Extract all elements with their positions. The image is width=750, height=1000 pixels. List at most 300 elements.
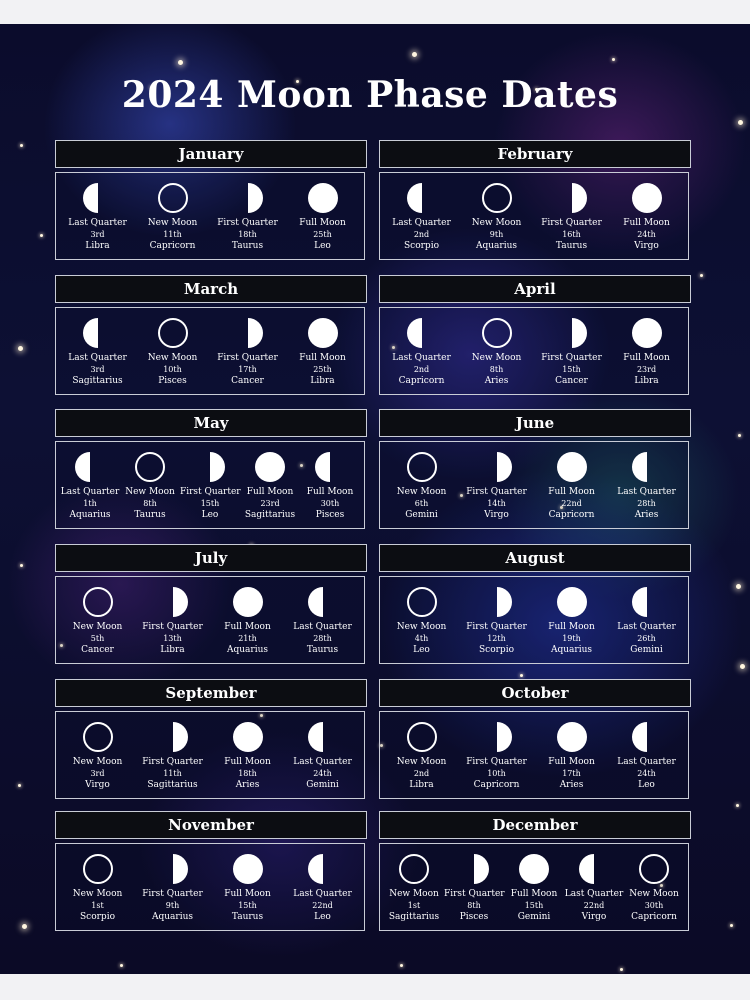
phase-date: 11th [163, 769, 182, 778]
phase-date: 8th [467, 901, 481, 910]
star [400, 964, 403, 967]
phase-date: 13th [163, 634, 182, 643]
zodiac-sign: Aquarius [475, 241, 518, 251]
phase-entry [61, 308, 135, 387]
zodiac-sign: Leo [314, 241, 331, 251]
zodiac-sign: Scorpio [80, 912, 115, 922]
phase-entry [444, 844, 504, 923]
zodiac-sign: Leo [201, 510, 219, 520]
phase-label: First Quarter [180, 487, 241, 497]
phase-date: 10th [487, 769, 506, 778]
zodiac-sign: Scorpio [404, 241, 439, 251]
month-panel-march [55, 275, 367, 397]
phase-date: 3rd [90, 769, 105, 778]
phase-label: Last Quarter [392, 353, 451, 363]
phase-date: 24th [637, 769, 656, 778]
full-moon-icon [632, 318, 662, 348]
phase-date: 12th [487, 634, 506, 643]
last-moon-icon [308, 722, 338, 752]
phase-entry [535, 712, 609, 791]
phase-entry [564, 844, 624, 923]
phase-entry [460, 712, 534, 791]
phase-date: 11th [163, 230, 182, 239]
month-header: December [379, 811, 691, 839]
last-moon-icon [632, 722, 662, 752]
phase-label: Full Moon [224, 889, 271, 899]
new-moon-icon [482, 183, 512, 213]
zodiac-sign: Capricorn [398, 376, 445, 386]
phase-date: 30th [644, 901, 664, 910]
star [738, 120, 743, 125]
phase-entry [610, 173, 684, 252]
month-header: September [55, 679, 367, 707]
phase-label: Last Quarter [392, 218, 451, 228]
phase-label: New Moon [125, 487, 175, 497]
phase-row [55, 711, 365, 799]
phase-entry [286, 712, 360, 791]
zodiac-sign: Gemini [306, 780, 339, 790]
phase-date: 28th [313, 634, 332, 643]
phase-row [55, 307, 365, 395]
zodiac-sign: Capricorn [548, 510, 595, 520]
star [18, 784, 21, 787]
full-moon-icon [308, 318, 338, 348]
phase-entry [624, 844, 684, 923]
phase-label: Full Moon [299, 218, 346, 228]
phase-label: Full Moon [510, 889, 558, 899]
phase-label: First Quarter [466, 487, 527, 497]
phase-row [379, 843, 689, 931]
phase-date: 2nd [413, 365, 430, 374]
phase-label: First Quarter [541, 218, 602, 228]
phase-date: 1st [407, 901, 421, 910]
month-panel-august [379, 544, 691, 666]
phase-row [379, 307, 689, 395]
poster [0, 24, 750, 974]
phase-entry [240, 442, 300, 521]
month-header: October [379, 679, 691, 707]
phase-row [55, 576, 365, 664]
first-moon-icon [482, 722, 512, 752]
star [412, 52, 417, 57]
full-moon-icon [233, 587, 263, 617]
month-header: July [55, 544, 367, 572]
star [736, 804, 739, 807]
phase-date: 9th [489, 230, 504, 239]
zodiac-sign: Scorpio [479, 645, 514, 655]
full-moon-icon [519, 854, 549, 884]
zodiac-sign: Gemini [405, 510, 438, 520]
full-moon-icon [557, 452, 587, 482]
phase-entry [136, 844, 210, 923]
phase-entry [286, 173, 360, 252]
phase-entry [535, 173, 609, 252]
phase-date: 8th [489, 365, 504, 374]
first-moon-icon [459, 854, 489, 884]
phase-entry [61, 712, 135, 791]
phase-label: New Moon [471, 218, 522, 228]
phase-row [55, 843, 365, 931]
month-header: March [55, 275, 367, 303]
phase-row [379, 172, 689, 260]
zodiac-sign: Sagittarius [388, 912, 440, 922]
phase-date: 9th [165, 901, 180, 910]
star [736, 584, 741, 589]
month-header: January [55, 140, 367, 168]
month-panel-october [379, 679, 691, 801]
phase-label: Full Moon [548, 622, 595, 632]
zodiac-sign: Leo [638, 780, 655, 790]
phase-entry [286, 844, 360, 923]
first-moon-icon [482, 452, 512, 482]
phase-entry [610, 577, 684, 656]
phase-date: 5th [90, 634, 105, 643]
phase-date: 3rd [90, 230, 105, 239]
phase-label: Full Moon [299, 353, 346, 363]
zodiac-sign: Aries [235, 780, 260, 790]
phase-entry [286, 577, 360, 656]
zodiac-sign: Pisces [158, 376, 187, 386]
phase-label: Last Quarter [293, 757, 352, 767]
phase-date: 19th [562, 634, 581, 643]
zodiac-sign: Leo [314, 912, 331, 922]
full-moon-icon [557, 587, 587, 617]
phase-date: 14th [487, 499, 506, 508]
phase-date: 8th [143, 499, 157, 508]
phase-entry [535, 442, 609, 521]
month-header: May [55, 409, 367, 437]
first-moon-icon [557, 183, 587, 213]
first-moon-icon [482, 587, 512, 617]
phase-date: 1th [83, 499, 97, 508]
new-moon-icon [158, 318, 188, 348]
month-panel-may [55, 409, 367, 531]
phase-row [379, 441, 689, 529]
phase-entry [211, 577, 285, 656]
phase-date: 2nd [413, 769, 430, 778]
phase-label: Full Moon [224, 757, 271, 767]
zodiac-sign: Aquarius [226, 645, 269, 655]
phase-date: 23rd [260, 499, 280, 508]
month-panel-june [379, 409, 691, 531]
phase-label: New Moon [396, 487, 447, 497]
zodiac-sign: Pisces [315, 510, 345, 520]
first-moon-icon [557, 318, 587, 348]
phase-label: First Quarter [541, 353, 602, 363]
phase-entry [385, 577, 459, 656]
phase-label: Full Moon [246, 487, 294, 497]
phase-label: New Moon [396, 622, 447, 632]
phase-label: New Moon [147, 218, 198, 228]
phase-date: 15th [238, 901, 257, 910]
phase-label: Last Quarter [617, 487, 676, 497]
phase-date: 25th [313, 365, 332, 374]
phase-date: 10th [163, 365, 182, 374]
zodiac-sign: Virgo [484, 510, 509, 520]
phase-entry [211, 308, 285, 387]
zodiac-sign: Taurus [306, 645, 339, 655]
zodiac-sign: Aquarius [69, 510, 111, 520]
new-moon-icon [83, 854, 113, 884]
phase-label: New Moon [389, 889, 439, 899]
zodiac-sign: Taurus [231, 912, 264, 922]
new-moon-icon [482, 318, 512, 348]
phase-label: Last Quarter [617, 757, 676, 767]
phase-label: Full Moon [623, 218, 670, 228]
zodiac-sign: Gemini [630, 645, 663, 655]
phase-entry [385, 173, 459, 252]
phase-date: 30th [320, 499, 340, 508]
phase-label: New Moon [629, 889, 679, 899]
phase-entry [384, 844, 444, 923]
phase-date: 17th [562, 769, 581, 778]
phase-date: 22nd [561, 499, 582, 508]
new-moon-icon [407, 587, 437, 617]
month-panel-september [55, 679, 367, 801]
zodiac-sign: Libra [634, 376, 659, 386]
month-panel-april [379, 275, 691, 397]
phase-entry [460, 577, 534, 656]
month-header: November [55, 811, 367, 839]
phase-label: First Quarter [142, 622, 203, 632]
star [612, 58, 615, 61]
phase-row [55, 172, 365, 260]
zodiac-sign: Pisces [459, 912, 489, 922]
last-moon-icon [315, 452, 345, 482]
phase-date: 6th [414, 499, 429, 508]
phase-date: 25th [313, 230, 332, 239]
phase-label: First Quarter [444, 889, 505, 899]
phase-date: 22nd [312, 901, 333, 910]
phase-date: 15th [200, 499, 220, 508]
phase-label: Last Quarter [68, 218, 127, 228]
phase-entry [610, 712, 684, 791]
zodiac-sign: Libra [85, 241, 110, 251]
phase-label: New Moon [147, 353, 198, 363]
last-moon-icon [83, 183, 113, 213]
phase-entry [460, 442, 534, 521]
month-panel-january [55, 140, 367, 262]
zodiac-sign: Virgo [581, 912, 607, 922]
last-moon-icon [75, 452, 105, 482]
zodiac-sign: Taurus [555, 241, 588, 251]
last-moon-icon [308, 854, 338, 884]
star [740, 664, 745, 669]
phase-entry [211, 844, 285, 923]
phase-entry [120, 442, 180, 521]
phase-label: First Quarter [466, 757, 527, 767]
first-moon-icon [233, 183, 263, 213]
phase-date: 18th [238, 230, 257, 239]
star [40, 234, 43, 237]
zodiac-sign: Leo [413, 645, 430, 655]
phase-date: 26th [637, 634, 656, 643]
phase-date: 16th [562, 230, 581, 239]
phase-entry [211, 712, 285, 791]
zodiac-sign: Virgo [634, 241, 659, 251]
zodiac-sign: Sagittarius [147, 780, 198, 790]
phase-entry [136, 173, 210, 252]
phase-entry [61, 173, 135, 252]
month-header: June [379, 409, 691, 437]
zodiac-sign: Sagittarius [72, 376, 123, 386]
phase-label: Full Moon [306, 487, 354, 497]
phase-entry [385, 712, 459, 791]
first-moon-icon [158, 854, 188, 884]
phase-row [55, 441, 365, 529]
full-moon-icon [255, 452, 285, 482]
phase-entry [60, 442, 120, 521]
zodiac-sign: Capricorn [631, 912, 677, 922]
last-moon-icon [308, 587, 338, 617]
phase-entry [211, 173, 285, 252]
star [738, 434, 741, 437]
zodiac-sign: Taurus [231, 241, 264, 251]
phase-entry [136, 712, 210, 791]
zodiac-sign: Virgo [85, 780, 110, 790]
month-header: April [379, 275, 691, 303]
last-moon-icon [407, 183, 437, 213]
zodiac-sign: Sagittarius [244, 510, 296, 520]
phase-date: 2nd [413, 230, 430, 239]
phase-date: 22nd [583, 901, 605, 910]
month-panel-february [379, 140, 691, 262]
month-panel-november [55, 811, 367, 933]
phase-label: Last Quarter [60, 487, 120, 497]
phase-date: 1st [91, 901, 104, 910]
phase-label: Last Quarter [564, 889, 624, 899]
full-moon-icon [632, 183, 662, 213]
phase-label: New Moon [396, 757, 447, 767]
full-moon-icon [233, 854, 263, 884]
first-moon-icon [158, 722, 188, 752]
phase-label: Full Moon [623, 353, 670, 363]
last-moon-icon [407, 318, 437, 348]
month-header: February [379, 140, 691, 168]
phase-entry [385, 308, 459, 387]
phase-date: 15th [562, 365, 581, 374]
new-moon-icon [399, 854, 429, 884]
full-moon-icon [308, 183, 338, 213]
phase-entry [286, 308, 360, 387]
first-moon-icon [233, 318, 263, 348]
zodiac-sign: Capricorn [149, 241, 196, 251]
phase-label: Last Quarter [293, 622, 352, 632]
phase-label: New Moon [72, 622, 123, 632]
star [620, 968, 623, 971]
phase-date: 24th [313, 769, 332, 778]
last-moon-icon [579, 854, 609, 884]
new-moon-icon [83, 722, 113, 752]
month-panel-december [379, 811, 691, 933]
zodiac-sign: Libra [160, 645, 185, 655]
phase-label: New Moon [72, 889, 123, 899]
phase-entry [460, 308, 534, 387]
phase-label: First Quarter [217, 218, 278, 228]
phase-label: Full Moon [548, 487, 595, 497]
new-moon-icon [639, 854, 669, 884]
zodiac-sign: Libra [310, 376, 335, 386]
zodiac-sign: Capricorn [473, 780, 520, 790]
phase-date: 23rd [636, 365, 657, 374]
phase-entry [610, 442, 684, 521]
phase-date: 17th [238, 365, 257, 374]
star [22, 924, 27, 929]
zodiac-sign: Cancer [231, 376, 264, 386]
phase-entry [535, 577, 609, 656]
phase-entry [610, 308, 684, 387]
phase-date: 3rd [90, 365, 105, 374]
star [20, 144, 23, 147]
star [730, 924, 733, 927]
first-moon-icon [158, 587, 188, 617]
phase-entry [180, 442, 240, 521]
phase-date: 28th [637, 499, 656, 508]
zodiac-sign: Aries [634, 510, 659, 520]
phase-label: First Quarter [142, 757, 203, 767]
phase-date: 4th [414, 634, 429, 643]
phase-entry [300, 442, 360, 521]
phase-entry [136, 308, 210, 387]
phase-entry [61, 577, 135, 656]
zodiac-sign: Aries [484, 376, 509, 386]
month-header: August [379, 544, 691, 572]
zodiac-sign: Aquarius [550, 645, 593, 655]
month-panel-july [55, 544, 367, 666]
zodiac-sign: Libra [409, 780, 434, 790]
zodiac-sign: Cancer [555, 376, 588, 386]
phase-label: New Moon [72, 757, 123, 767]
full-moon-icon [557, 722, 587, 752]
last-moon-icon [83, 318, 113, 348]
zodiac-sign: Taurus [134, 510, 166, 520]
phase-date: 15th [524, 901, 544, 910]
new-moon-icon [407, 452, 437, 482]
star [120, 964, 123, 967]
zodiac-sign: Cancer [81, 645, 114, 655]
zodiac-sign: Gemini [517, 912, 551, 922]
phase-entry [504, 844, 564, 923]
star [178, 60, 183, 65]
phase-date: 21th [238, 634, 257, 643]
phase-entry [385, 442, 459, 521]
new-moon-icon [83, 587, 113, 617]
phase-label: First Quarter [217, 353, 278, 363]
phase-date: 24th [637, 230, 656, 239]
phase-label: Full Moon [548, 757, 595, 767]
new-moon-icon [158, 183, 188, 213]
phase-row [379, 576, 689, 664]
last-moon-icon [632, 452, 662, 482]
phase-label: Last Quarter [293, 889, 352, 899]
star [520, 674, 523, 677]
phase-label: Last Quarter [617, 622, 676, 632]
zodiac-sign: Aries [559, 780, 584, 790]
star [20, 564, 23, 567]
new-moon-icon [135, 452, 165, 482]
phase-entry [136, 577, 210, 656]
phase-entry [535, 308, 609, 387]
first-moon-icon [195, 452, 225, 482]
phase-label: First Quarter [466, 622, 527, 632]
star [700, 274, 703, 277]
new-moon-icon [407, 722, 437, 752]
phase-entry [61, 844, 135, 923]
phase-row [379, 711, 689, 799]
phase-date: 18th [238, 769, 257, 778]
phase-label: New Moon [471, 353, 522, 363]
phase-label: Full Moon [224, 622, 271, 632]
